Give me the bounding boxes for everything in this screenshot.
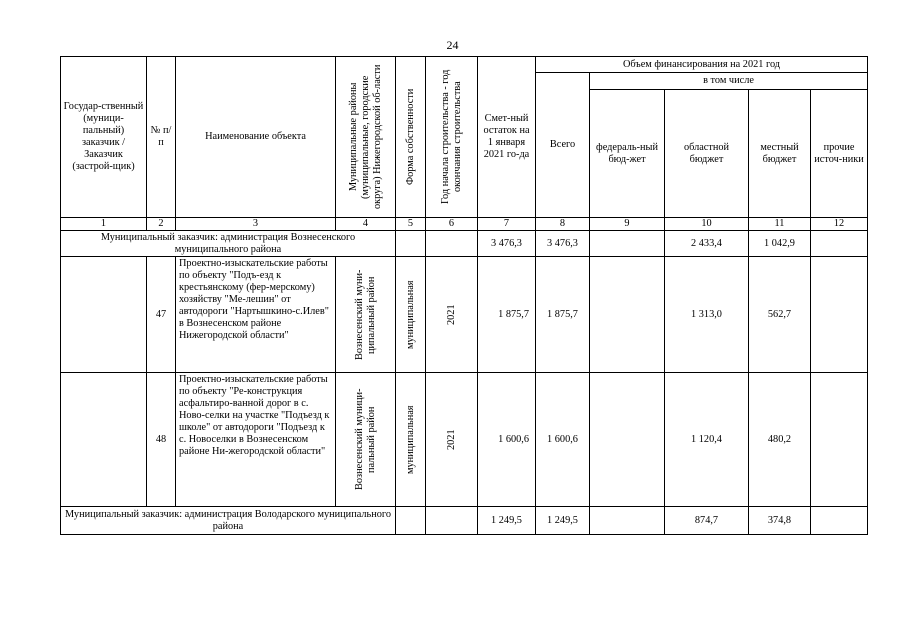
ownership-cell: муниципальная [396,373,426,507]
years-cell: 2021 [426,257,478,373]
header-local: местный бюджет [749,90,811,218]
financing-table [60,56,868,535]
total-cell: 1 875,7 [536,257,590,373]
column-number: 2 [147,218,176,231]
balance-cell: 1 875,7 [478,257,536,373]
local-cell: 562,7 [749,257,811,373]
other-cell [811,373,868,507]
column-number: 3 [176,218,336,231]
other-cell [811,507,868,535]
years-cell: 2021 [426,373,478,507]
other-cell [811,257,868,373]
balance-cell: 1 249,5 [478,507,536,535]
customer-row [61,231,868,257]
object-row [61,373,868,507]
header-balance: Смет-ный остаток на 1 января 2021 го-да [478,57,536,218]
row-number: 48 [147,373,176,507]
column-number: 5 [396,218,426,231]
cell-empty [61,257,147,373]
column-number: 10 [665,218,749,231]
federal-cell [590,257,665,373]
regional-cell: 1 313,0 [665,257,749,373]
cell-empty [426,231,478,257]
column-number: 7 [478,218,536,231]
total-cell: 1 249,5 [536,507,590,535]
page-number: 24 [446,38,459,52]
column-number: 11 [749,218,811,231]
local-cell: 480,2 [749,373,811,507]
header-total: Всего [536,73,590,218]
object-name: Проектно-изыскательские работы по объекту "Подъ-езд к крестьянскому (фер-мерскому) хозяйству "Ме-лешин" от автодороги "Нартышкино-с.Илев" в Вознесенском районе Нижегородской области" [176,257,336,373]
column-number: 9 [590,218,665,231]
column-number: 4 [336,218,396,231]
other-cell [811,231,868,257]
column-number: 6 [426,218,478,231]
local-cell: 374,8 [749,507,811,535]
header-federal: федераль-ный бюд-жет [590,90,665,218]
header-other: прочие источ-ники [811,90,868,218]
total-cell: 3 476,3 [536,231,590,257]
object-name: Проектно-изыскательские работы по объекту "Ре-конструкция асфальтиро-ванной дорог в с. Ново-селки на участке "Подъезд к школе" от автодороги "Подъезд к с. Новоселки в Вознесенском районе Ни-жегородской области" [176,373,336,507]
regional-cell: 874,7 [665,507,749,535]
customer-name: Муниципальный заказчик: администрация Володарского муниципального района [61,507,396,535]
header-object-name: Наименование объекта [176,57,336,218]
header-regional: областной бюджет [665,90,749,218]
total-cell: 1 600,6 [536,373,590,507]
balance-cell: 1 600,6 [478,373,536,507]
regional-cell: 2 433,4 [665,231,749,257]
cell-empty [426,507,478,535]
column-number: 8 [536,218,590,231]
header-including: в том числе [590,73,868,90]
customer-name: Муниципальный заказчик: администрация Вознесенского муниципального района [61,231,396,257]
regional-cell: 1 120,4 [665,373,749,507]
federal-cell [590,507,665,535]
column-number: 12 [811,218,868,231]
federal-cell [590,373,665,507]
header-districts: Муниципальные районы (муниципальные, городские округа) Нижегородской об-ласти [336,57,396,218]
header-no: № п/п [147,57,176,218]
ownership-cell: муниципальная [396,257,426,373]
header-funding: Объем финансирования на 2021 год [536,57,868,73]
local-cell: 1 042,9 [749,231,811,257]
cell-empty [396,507,426,535]
district-cell: Вознесенский муни-ципальный район [336,257,396,373]
customer-row [61,507,868,535]
district-cell: Вознесенский муници-пальный район [336,373,396,507]
header-years: Год начала строительства - год окончания строительства [426,57,478,218]
column-number: 1 [61,218,147,231]
federal-cell [590,231,665,257]
row-number: 47 [147,257,176,373]
cell-empty [61,373,147,507]
cell-empty [396,231,426,257]
column-number-row [61,218,868,231]
object-row [61,257,868,373]
balance-cell: 3 476,3 [478,231,536,257]
header-customer: Государ-ственный (муници-пальный) заказчик / Заказчик (застрой-щик) [61,57,147,218]
header-ownership: Форма собственности [396,57,426,218]
